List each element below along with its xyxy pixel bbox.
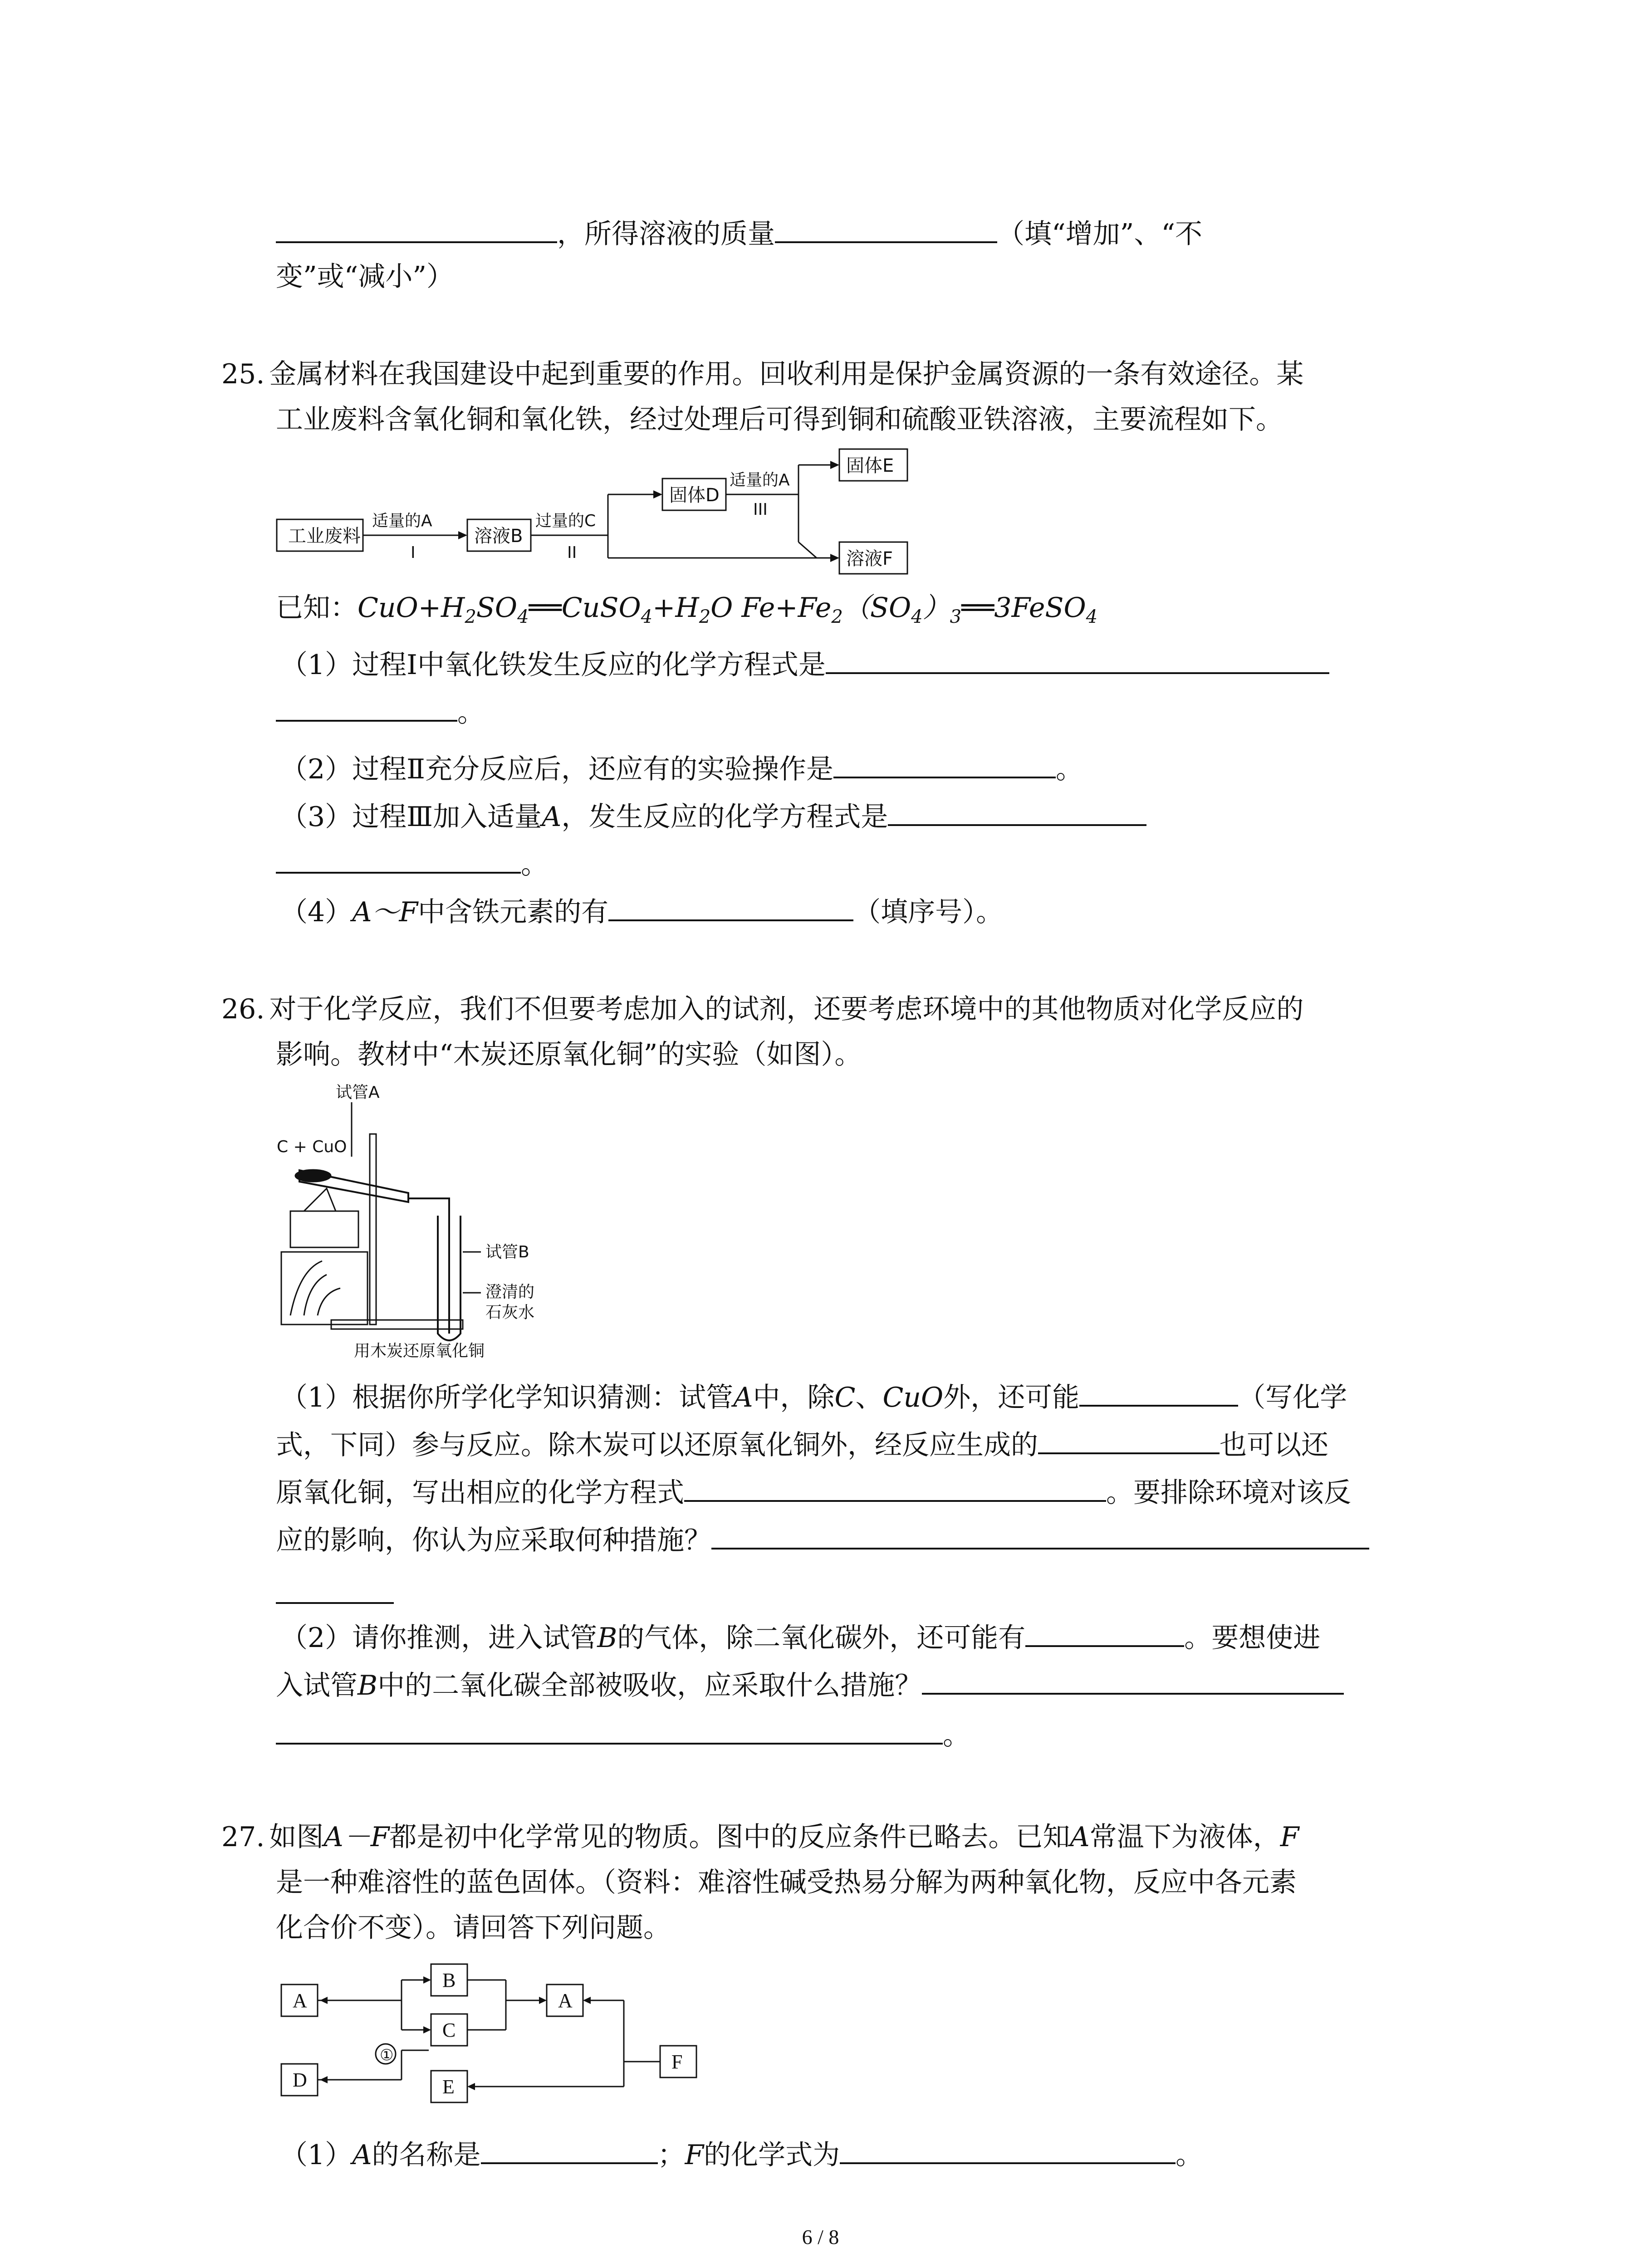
arrowhead [830, 461, 839, 469]
text: （写化学 [1238, 1382, 1347, 1413]
solid-d-label: 固体D [669, 485, 720, 506]
text: 原氧化铜，写出相应的化学方程式 [276, 1477, 684, 1509]
text: （3）过程Ⅲ加入适量 [280, 801, 542, 833]
text: 常温下为液体， [1089, 1821, 1280, 1853]
text: C [834, 1382, 856, 1413]
text: 、 [855, 1382, 883, 1413]
step3-reagent: 适量的A [730, 471, 790, 489]
wood-block [281, 1252, 367, 1325]
q25-flow-diagram [272, 447, 916, 583]
label-a2: A [558, 1989, 573, 2012]
step3-roman: III [753, 500, 768, 519]
flame [304, 1188, 336, 1211]
text: 如图 [269, 1821, 324, 1853]
label-e: E [442, 2076, 455, 2098]
text: 的气体，除二氧化碳外，还可能有 [617, 1622, 1026, 1654]
text: 中含铁元素的有 [418, 896, 609, 928]
question-number: 27. [221, 1821, 265, 1853]
q25-part1 [280, 644, 1329, 683]
arrow [798, 542, 817, 558]
text: 。要想使进 [1184, 1622, 1321, 1654]
arrowhead [830, 554, 839, 562]
iron-stand-rod [370, 1134, 376, 1325]
text: 。 [521, 849, 548, 880]
text: （填序号）。 [853, 896, 1004, 928]
answer-blank[interactable] [481, 2134, 658, 2164]
q25-stem-line1 [221, 356, 1303, 392]
text: B [358, 1670, 378, 1701]
answer-blank[interactable] [775, 213, 997, 243]
text: F [685, 2139, 704, 2171]
answer-blank[interactable] [833, 748, 1056, 778]
solid-e-label: 固体E [846, 455, 894, 476]
answer-blank[interactable] [276, 1574, 394, 1604]
q25-part2 [280, 748, 1083, 787]
q25-part4 [280, 891, 1003, 930]
text: 的化学式为 [704, 2139, 840, 2171]
answer-blank[interactable] [276, 213, 557, 243]
text: B [597, 1622, 617, 1654]
text: 对于化学反应，我们不但要考虑加入的试剂，还要考虑环境中的其他物质对化学反应的 [269, 993, 1304, 1025]
text: （1）根据你所学化学知识猜测：试管 [280, 1382, 734, 1413]
text: （1） [280, 2139, 353, 2171]
limewater-label-2: 石灰水 [485, 1303, 535, 1322]
text: （填“增加”、“不 [997, 218, 1203, 250]
limewater-label-1: 澄清的 [485, 1283, 535, 1301]
prev-question-line2: 变”或“减小”） [276, 261, 454, 293]
text: 中的二氧化碳全部被吸收，应采取什么措施？ [377, 1670, 922, 1701]
alcohol-lamp [290, 1211, 358, 1247]
q26-part1-line4 [276, 1520, 1369, 1559]
solution-b-label: 溶液B [474, 526, 523, 547]
tube-a-label: 试管A [336, 1083, 380, 1102]
text: 已知： [276, 592, 358, 624]
text: 的名称是 [372, 2139, 481, 2171]
delivery-tube [408, 1198, 449, 1334]
text: ，所得溶液的质量 [557, 218, 775, 250]
reagent-powder [295, 1169, 331, 1182]
q25-part3 [280, 796, 1146, 835]
text: 式，下同）参与反应。除木炭可以还原氧化铜外，经反应生成的 [276, 1429, 1038, 1461]
question-number: 26. [221, 993, 265, 1025]
q27-stem-line3: 化合价不变）。请回答下列问题。 [276, 1912, 671, 1944]
wood-grain [290, 1261, 340, 1315]
text: 。 [1055, 753, 1083, 785]
answer-blank[interactable] [840, 2134, 1176, 2164]
answer-blank[interactable] [1079, 1377, 1238, 1407]
text: A [733, 1382, 753, 1413]
figure-caption: 用木炭还原氧化铜 [354, 1342, 485, 1360]
q26-apparatus-figure [272, 1080, 617, 1370]
q26-part1-line3 [276, 1472, 1351, 1511]
q26-part1-line5 [276, 1574, 394, 1613]
q26-part2-line1 [280, 1617, 1320, 1656]
q26-part2-line2 [276, 1665, 1344, 1704]
text: 。要排除环境对该反 [1106, 1477, 1351, 1509]
q26-stem-line1 [221, 991, 1303, 1027]
text: CuO [882, 1382, 944, 1413]
text: 也可以还 [1220, 1429, 1328, 1461]
text: 都是初中化学常见的物质。图中的反应条件已略去。已知 [389, 1821, 1070, 1853]
text: 。 [1176, 2139, 1203, 2171]
label-d: D [293, 2069, 307, 2091]
step1-reagent: 适量的A [372, 512, 432, 530]
answer-blank[interactable] [1038, 1424, 1220, 1454]
tube-b-label: 试管B [485, 1243, 529, 1261]
text: A [1070, 1821, 1090, 1853]
q25-part3-cont [276, 844, 548, 883]
label-f: F [671, 2051, 683, 2073]
step2-roman: II [567, 543, 577, 562]
reaction-1-label: ① [380, 2047, 394, 2064]
answer-blank[interactable] [1025, 1617, 1184, 1647]
label-a: A [293, 1989, 307, 2012]
answer-blank[interactable] [826, 644, 1329, 674]
text: （1）过程Ⅰ中氧化铁发生反应的化学方程式是 [280, 649, 826, 681]
q26-part2-line3 [276, 1715, 970, 1754]
label-b: B [442, 1969, 456, 1991]
text: A [352, 2139, 372, 2171]
text: 外，还可能 [943, 1382, 1080, 1413]
text: 中，除 [753, 1382, 835, 1413]
q25-known: 已知：$CuO+H_2SO_4══CuSO_4+H_2O$ $Fe+Fe_2(SO_4)_3══3FeSO_4$ [276, 592, 1098, 627]
q25-stem-line2: 工业废料含氧化铜和氧化铁，经过处理后可得到铜和硫酸亚铁溶液，主要流程如下。 [276, 404, 1283, 435]
text: 。 [943, 1720, 970, 1751]
text: 应的影响，你认为应采取何种措施？ [276, 1525, 711, 1556]
answer-blank[interactable] [711, 1520, 1369, 1549]
answer-blank[interactable] [276, 844, 521, 874]
arrowhead [653, 490, 662, 499]
text: （4） [280, 896, 353, 928]
q27-part1 [280, 2134, 1203, 2173]
text: F [1280, 1821, 1299, 1853]
q27-stem-line2: 是一种难溶性的蓝色固体。（资料：难溶性碱受热易分解为两种氧化物，反应中各元素 [276, 1867, 1297, 1898]
q26-stem-line2: 影响。教材中“木炭还原氧化铜”的实验（如图）。 [276, 1039, 862, 1070]
page-number: 6 / 8 [802, 2225, 839, 2248]
answer-blank[interactable] [684, 1472, 1106, 1502]
q27-stem-line1 [221, 1819, 1299, 1855]
answer-blank[interactable] [888, 796, 1146, 826]
text: 金属材料在我国建设中起到重要的作用。回收利用是保护金属资源的一条有效途径。某 [269, 358, 1304, 390]
answer-blank[interactable] [276, 1715, 943, 1745]
q25-part1-cont [276, 692, 485, 731]
text: A～F [352, 896, 418, 928]
text: ； [657, 2139, 685, 2171]
solution-f-label: 溶液F [846, 548, 893, 569]
connector-lines [318, 1980, 660, 2087]
answer-blank[interactable] [276, 692, 457, 722]
text: A－F [323, 1821, 390, 1853]
label-c: C [442, 2019, 456, 2041]
text: （2）过程Ⅱ充分反应后，还应有的实验操作是 [280, 753, 833, 785]
arrowhead [458, 531, 467, 539]
text: （2）请你推测，进入试管 [280, 1622, 598, 1654]
step1-roman: I [411, 543, 416, 562]
answer-blank[interactable] [608, 891, 853, 921]
waste-label: 工业废料 [288, 526, 361, 547]
step2-reagent: 过量的C [535, 512, 596, 530]
q27-relation-diagram [279, 1960, 701, 2109]
prev-question-line1 [276, 213, 1202, 252]
text: 入试管 [276, 1670, 358, 1701]
question-number: 25. [221, 358, 265, 390]
answer-blank[interactable] [922, 1665, 1344, 1695]
q26-part1-line1 [280, 1377, 1347, 1416]
text: A [542, 801, 562, 833]
reagent-label: C + CuO [277, 1138, 347, 1156]
q26-part1-line2 [276, 1424, 1328, 1463]
text: ，发生反应的化学方程式是 [561, 801, 888, 833]
text: 。 [457, 697, 485, 728]
